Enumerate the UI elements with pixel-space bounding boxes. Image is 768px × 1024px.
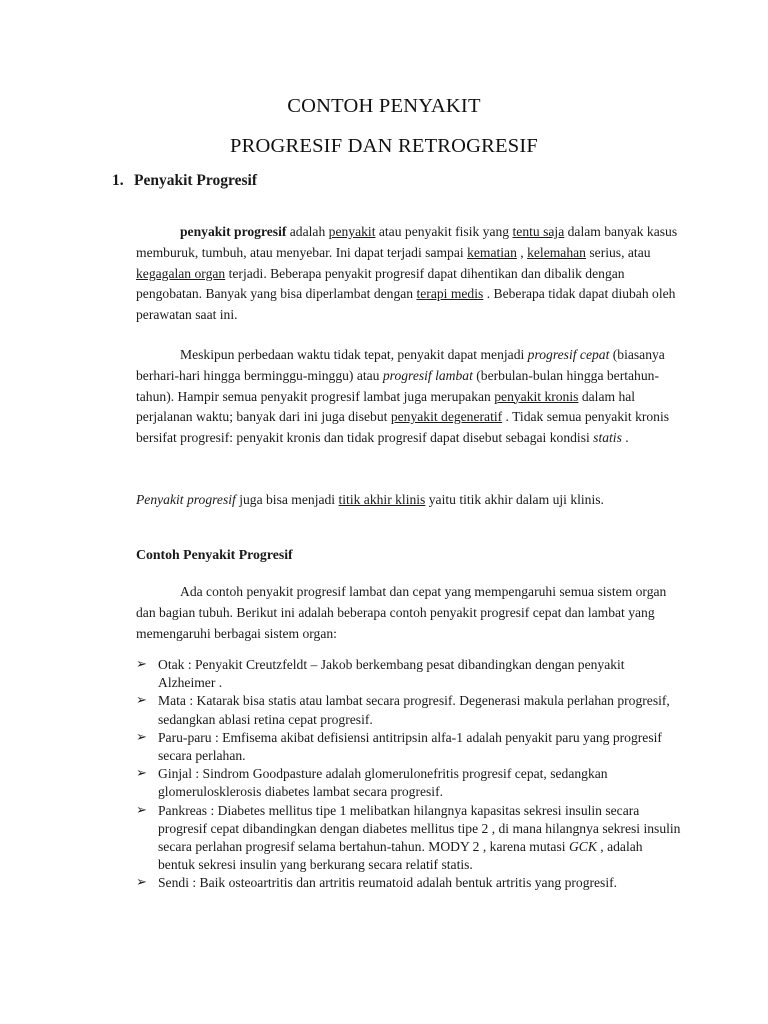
list-item-ginjal xyxy=(136,765,681,801)
text: (biasanya berhari-hari hingga berminggu-minggu) atau xyxy=(136,347,665,383)
list-item-mata xyxy=(136,692,681,728)
document-title-line2: PROGRESIF DAN RETROGRESIF xyxy=(230,135,538,157)
text: serius, atau xyxy=(585,244,651,260)
section-number: 1. xyxy=(112,172,124,189)
italic-statis: statis xyxy=(593,430,622,446)
list-item-text: Mata : Katarak bisa statis atau lambat secara progresif. Degenerasi makula perlahan progresif, sedangkan ablasi retina cepat progresif. xyxy=(158,693,670,727)
text: Meskipun perbedaan waktu tidak tepat, penyakit dapat menjadi xyxy=(180,347,528,362)
section-heading-contoh: Contoh Penyakit Progresif xyxy=(136,547,293,562)
link-titik-akhir-klinis[interactable]: titik akhir klinis xyxy=(338,492,426,507)
list-item-pankreas xyxy=(136,802,681,875)
text: . Tidak semua penyakit kronis bersifat progresif: penyakit kronis dan tidak progresif dapat disebut sebagai kondisi xyxy=(136,409,670,446)
link-kelemahan[interactable]: kelemahan xyxy=(527,244,586,260)
link-penyakit-kronis[interactable]: penyakit kronis xyxy=(494,388,579,404)
link-penyakit-degeneratif[interactable]: penyakit degeneratif xyxy=(390,409,503,425)
list-item-text: Pankreas : Diabetes mellitus tipe 1 melibatkan hilangnya kapasitas sekresi insulin secara progresif cepat dibandingkan dengan diabetes mellitus tipe 2 , di mana hilangnya sekresi insulin secara perlahan progresif selama bertahun-tahun. MODY 2 , karena mutasi xyxy=(158,802,681,855)
italic-gck: GCK xyxy=(568,839,597,855)
list-item-text: Sendi : Baik osteoartritis dan artritis reumatoid adalah bentuk artritis yang progresif. xyxy=(158,875,618,891)
link-tentu-saja[interactable]: tentu saja xyxy=(512,224,565,239)
italic-penyakit-progresif: Penyakit progresif xyxy=(136,492,236,507)
text: . xyxy=(621,430,629,446)
organ-list xyxy=(136,656,681,893)
arrow-bullet-icon: ➢ xyxy=(136,693,147,709)
arrow-bullet-icon: ➢ xyxy=(136,766,147,782)
text: dalam banyak kasus memburuk, tumbuh, atau menyebar. Ini dapat terjadi sampai xyxy=(136,224,678,260)
italic-progresif-lambat: progresif lambat xyxy=(382,367,473,383)
section-heading-penyakit-progresif xyxy=(112,172,257,190)
list-item-text: Ginjal : Sindrom Goodpasture adalah glomerulonefritis progresif cepat, sedangkan glomerulosklerosis diabetes lambat secara progresif. xyxy=(158,766,608,800)
list-item-text: Paru-paru : Emfisema akibat defisiensi antitripsin alfa-1 adalah penyakit paru yang progresif secara perlahan. xyxy=(158,729,662,764)
text: . Beberapa tidak dapat diubah oleh perawatan saat ini. xyxy=(136,286,676,323)
document-title-line1: CONTOH PENYAKIT xyxy=(287,95,481,117)
text: atau penyakit fisik yang xyxy=(375,224,513,239)
text: terjadi. Beberapa penyakit progresif dapat dihentikan dan dibalik dengan pengobatan. Banyak yang bisa diperlambat dengan xyxy=(136,265,625,302)
arrow-bullet-icon: ➢ xyxy=(136,657,147,672)
term-penyakit-progresif: penyakit progresif xyxy=(180,224,287,239)
text: juga bisa menjadi xyxy=(235,492,339,507)
paragraph-definition xyxy=(136,222,681,326)
list-item-sendi xyxy=(136,874,681,892)
link-kegagalan-organ[interactable]: kegagalan organ xyxy=(136,265,226,281)
text: adalah xyxy=(286,224,329,239)
arrow-bullet-icon: ➢ xyxy=(136,875,147,891)
text: yaitu titik akhir dalam uji klinis. xyxy=(425,492,604,507)
link-terapi-medis[interactable]: terapi medis xyxy=(416,286,484,302)
text: (berbulan-bulan hingga bertahun-tahun). Hampir semua penyakit progresif lambat juga merupakan xyxy=(136,367,659,404)
link-penyakit[interactable]: penyakit xyxy=(328,224,376,239)
text: dalam hal perjalanan waktu; banyak dari ini juga disebut xyxy=(136,388,636,425)
list-item-otak xyxy=(136,656,681,692)
text: , xyxy=(516,244,528,260)
arrow-bullet-icon: ➢ xyxy=(136,802,147,818)
list-item-text: , adalah bentuk sekresi insulin yang berkurang secara relatif statis. xyxy=(158,839,643,873)
list-item-paru xyxy=(136,729,681,765)
list-item-text: Otak : Penyakit Creutzfeldt – Jakob berkembang pesat dibandingkan dengan penyakit Alzheimer . xyxy=(158,657,625,691)
arrow-bullet-icon: ➢ xyxy=(136,729,147,745)
italic-progresif-cepat: progresif cepat xyxy=(527,347,610,362)
paragraph-examples-intro: Ada contoh penyakit progresif lambat dan cepat yang mempengaruhi semua sistem organ dan bagian tubuh. Berikut ini adalah beberapa contoh penyakit progresif cepat dan lambat yang memengaruhi berbagai sistem organ: xyxy=(136,584,667,641)
section-title: Penyakit Progresif xyxy=(134,172,257,189)
paragraph-clinical-endpoint xyxy=(136,490,681,511)
link-kematian[interactable]: kematian xyxy=(467,244,517,260)
paragraph-time-difference xyxy=(136,345,681,449)
